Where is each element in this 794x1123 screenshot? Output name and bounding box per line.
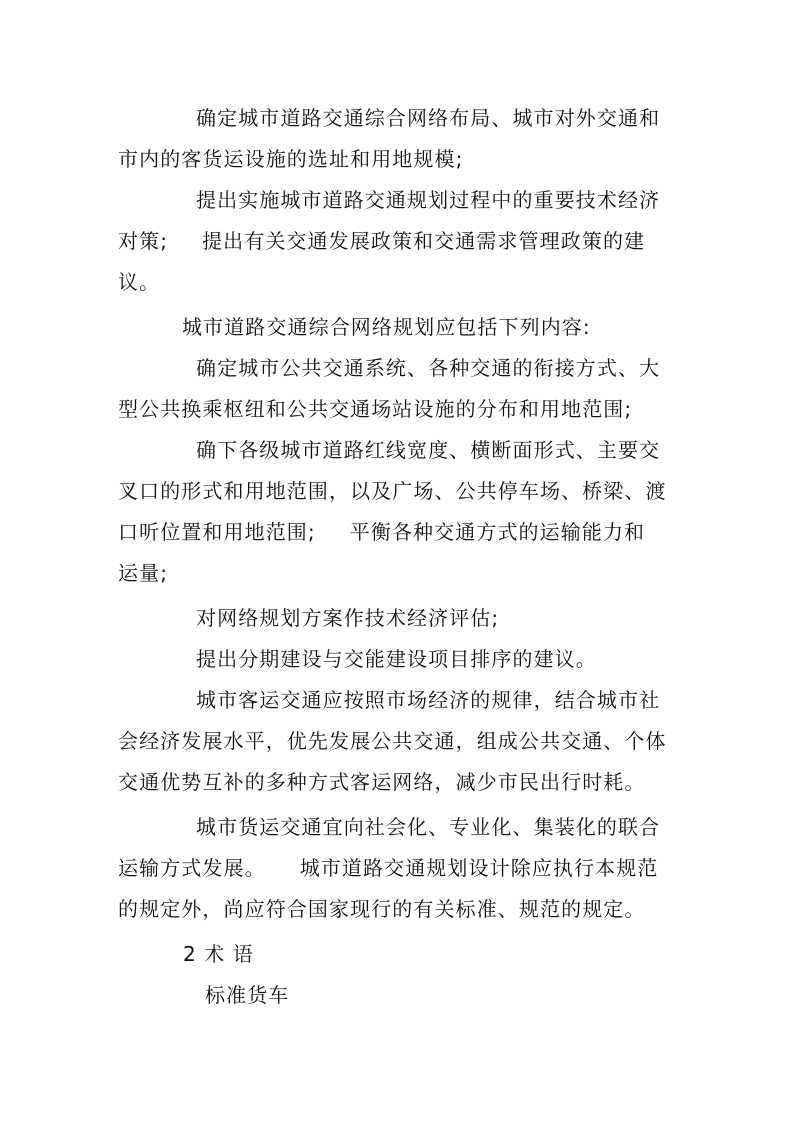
paragraph-line: 城市货运交通宜向社会化、专业化、集装化的联合: [196, 815, 661, 839]
paragraph-line: 交通优势互补的多种方式客运网络，减少市民出行时耗。: [118, 770, 646, 794]
paragraph-line: 议。: [118, 270, 161, 294]
paragraph-line: 对网络规划方案作技术经济评估;: [196, 606, 500, 630]
paragraph-line: [118, 854, 658, 882]
term-heading: 标准货车: [205, 983, 290, 1007]
paragraph-line: 提出实施城市道路交通规划过程中的重要技术经济: [196, 188, 661, 212]
paragraph-line: 城市道路交通综合网络规划应包括下列内容:: [182, 315, 591, 339]
text-segment: 对策;: [118, 229, 169, 253]
text-segment: 运输方式发展。: [118, 856, 266, 880]
paragraph-line: 叉口的形式和用地范围，以及广场、公共停车场、桥梁、渡: [118, 479, 667, 503]
paragraph-line: 型公共换乘枢纽和公共交通场站设施的分布和用地范围;: [118, 397, 633, 421]
paragraph-line: 会经济发展水平，优先发展公共交通，组成公共交通、个体: [118, 729, 667, 753]
text-segment: 城市道路交通规划设计除应执行本规范: [299, 856, 659, 880]
section-heading: 2 术 语: [183, 942, 254, 966]
paragraph-line: [118, 518, 645, 546]
paragraph-line: 城市客运交通应按照市场经济的规律，结合城市社: [196, 688, 661, 712]
paragraph-line: 市内的客货运设施的选址和用地规模;: [118, 147, 464, 171]
paragraph-line: [118, 227, 645, 255]
paragraph-line: 确定城市道路交通综合网络布局、城市对外交通和: [196, 106, 661, 130]
paragraph-line: 确定城市公共交通系统、各种交通的衔接方式、大: [196, 356, 661, 380]
text-segment: 提出有关交通发展政策和交通需求管理政策的建: [202, 229, 646, 253]
paragraph-line: 的规定外，尚应符合国家现行的有关标准、规范的规定。: [118, 897, 646, 921]
text-segment: 口听位置和用地范围;: [118, 520, 316, 544]
text-segment: 平衡各种交通方式的运输能力和: [349, 520, 646, 544]
paragraph-line: 提出分期建设与交能建设项目排序的建议。: [196, 647, 597, 671]
paragraph-line: 运量;: [118, 561, 169, 585]
paragraph-line: 确下各级城市道路红线宽度、横断面形式、主要交: [196, 438, 661, 462]
